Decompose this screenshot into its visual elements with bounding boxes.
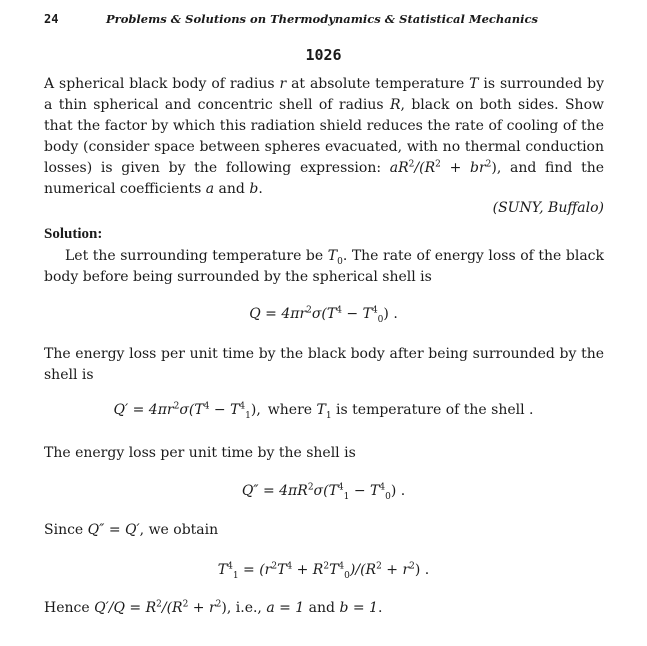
solution-paragraph-4: Since Q″ = Q′, we obtain — [44, 522, 219, 538]
equation-t1-fourth: $T^4_1 = (r^2T^4 + R^2T^4_0)/(R^2 + r^2)$ . — [217, 561, 430, 581]
coefficient-a: a = 1 — [266, 600, 305, 616]
solution-paragraph-3: The energy loss per unit time by the shell is — [44, 445, 356, 461]
problem-statement: A spherical black body of radius r at absolute temperature T is surrounded by a thin spherical and concentric shell of radius R, black on both sides. Show that the factor by which this radiation shield reduces the rate of cooling of the body (consider space between spheres evacuated, with no thermal conduction losses) is given by the following expression: $aR^2/(R^2 + br^2)$, and find the numerical coefficients a and b. — [44, 76, 605, 197]
factor-expression: $aR^2/(R^2 + br^2)$ — [389, 159, 497, 176]
problem-number: 1026 — [305, 46, 342, 64]
equation-q: $Q = 4\pi r^2\sigma(T^4 - T^4_0)$ . — [249, 305, 398, 325]
equation-q-prime: $Q' = 4\pi r^2\sigma(T^4 - T^4_1)$, where $T_1$ is temperature of the shell . — [113, 401, 534, 421]
page-number: 24 — [44, 12, 59, 26]
problem-source: (SUNY, Buffalo) — [492, 200, 604, 216]
equation-q-double-prime: $Q'' = 4\pi R^2\sigma(T^4_1 - T^4_0)$ . — [241, 482, 406, 502]
running-title: Problems & Solutions on Thermodynamics & Statistical Mechanics — [106, 12, 538, 26]
solution-paragraph-1: Let the surrounding temperature be $T_0$. The rate of energy loss of the black body before being surrounded by the spherical shell is — [44, 248, 604, 285]
solution-conclusion: Hence $Q'/Q = R^2/(R^2 + r^2)$, i.e., a = 1 and b = 1. — [44, 599, 383, 616]
solution-paragraph-2: The energy loss per unit time by the black body after being surrounded by the shell is — [44, 346, 604, 383]
page-header — [44, 12, 604, 30]
coefficient-b: b = 1 — [339, 600, 378, 616]
solution-heading: Solution: — [44, 226, 103, 242]
